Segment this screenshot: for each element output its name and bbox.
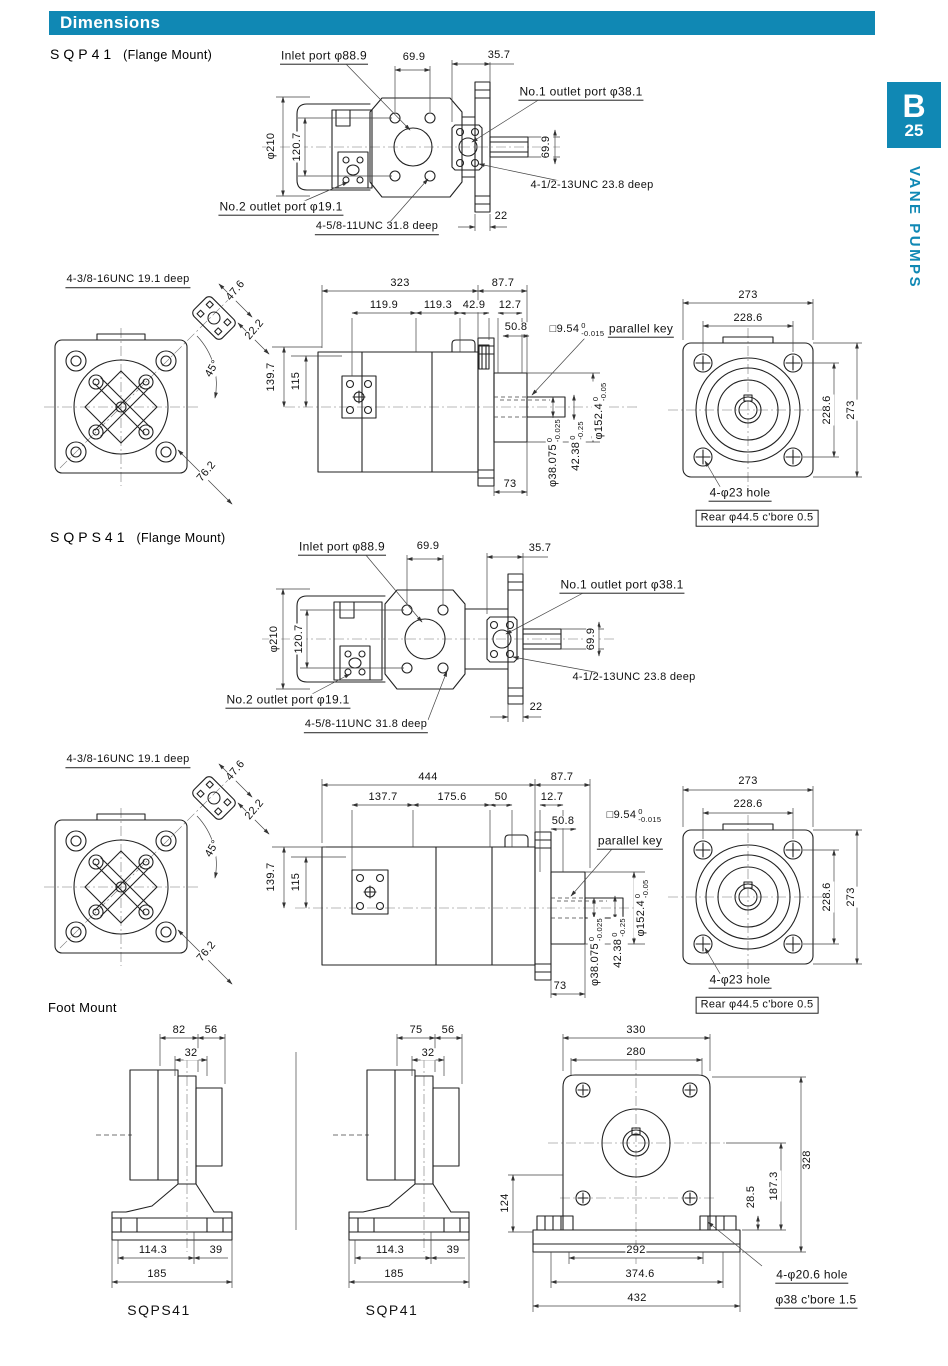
dimension-label: 75	[409, 1024, 423, 1037]
tolerance-stack: 0 -0.25	[609, 918, 627, 937]
tolerance-stack: 0 -0.025	[544, 419, 562, 443]
sqps41-profile-drawing	[272, 779, 650, 998]
dimension-label: φ38 c'bore 1.5	[775, 1292, 857, 1307]
dimension-label: 273	[845, 400, 858, 420]
section-subtitle-text: (Flange Mount)	[136, 531, 226, 545]
dimension-label: 69.9	[402, 51, 426, 64]
dimension-label: □9.54 0 -0.015	[549, 320, 605, 338]
section-title-sqps41	[50, 529, 225, 545]
dimension-label: 273	[738, 289, 758, 302]
dimension-label: No.2 outlet port φ19.1	[219, 199, 343, 214]
tolerance-stack: 0 -0.015	[638, 806, 662, 824]
dimension-label: 175.6	[437, 791, 467, 804]
dimension-label: φ38.075 0 -0.025	[586, 918, 604, 986]
dimension-label: 76.2	[194, 938, 219, 965]
dimension-label: Inlet port φ88.9	[281, 48, 367, 63]
dimension-label: 119.9	[369, 299, 399, 312]
tolerance-stack: 0 -0.025	[586, 918, 604, 942]
dimension-label: 82	[172, 1024, 186, 1037]
section-subtitle-text: (Flange Mount)	[123, 48, 213, 62]
dimension-label: 444	[418, 771, 438, 784]
dimension-label: 35.7	[487, 49, 511, 62]
dimension-label: 87.7	[491, 277, 515, 290]
dimension-label: 4-5/8-11UNC 31.8 deep	[304, 719, 428, 733]
dimension-label: 228.6	[733, 312, 763, 325]
dimension-label: φ38.075 0 -0.025	[544, 419, 562, 487]
dimension-label: 4-3/8-16UNC 19.1 deep	[65, 754, 190, 768]
dimension-label: 47.6	[223, 757, 248, 784]
dimension-label: Inlet port φ88.9	[299, 539, 385, 554]
front-view-drawing-sqps	[44, 764, 269, 984]
dimension-label: 292	[626, 1244, 646, 1257]
tolerance-stack: 0 -0.25	[567, 421, 585, 440]
dimension-label: 4-1/2-13UNC 23.8 deep	[572, 671, 696, 684]
tolerance-stack: 0 -0.015	[581, 320, 605, 338]
dimension-label: 35.7	[528, 542, 552, 555]
dimension-label: φ152.4 0 -0.05	[590, 382, 608, 440]
tab-number: 25	[904, 121, 924, 141]
foot-caption-sqp41: SQP41	[365, 1302, 419, 1318]
dimension-label: 32	[421, 1047, 435, 1060]
dimension-label: 69.9	[585, 627, 598, 651]
dimension-label: 323	[390, 277, 410, 290]
dimension-label: No.2 outlet port φ19.1	[226, 692, 350, 707]
dimension-label: 114.3	[138, 1244, 168, 1257]
front-view-drawing	[44, 284, 269, 504]
dimension-label: 69.9	[416, 540, 440, 553]
dimension-label: 56	[441, 1024, 455, 1037]
dimension-label: 28.5	[745, 1185, 758, 1209]
dimension-label: 4-3/8-16UNC 19.1 deep	[65, 274, 190, 288]
dimension-label: 139.7	[265, 862, 278, 892]
foot-caption-sqps41: SQPS41	[127, 1302, 191, 1318]
tolerance-stack: 0 -0.05	[590, 382, 608, 402]
dimension-label: 120.7	[291, 132, 304, 162]
section-title-text: Foot Mount	[48, 1000, 117, 1015]
dimension-label: 4-5/8-11UNC 31.8 deep	[315, 221, 439, 235]
dimension-label: 228.6	[821, 882, 834, 912]
dimension-label: 73	[503, 478, 517, 491]
dimension-label: 185	[384, 1268, 404, 1281]
dimension-label: No.1 outlet port φ38.1	[519, 84, 643, 99]
sqp41-profile-drawing	[272, 285, 640, 496]
rear-flange-view-drawing-sqps	[668, 786, 862, 979]
dimension-label: 32	[184, 1047, 198, 1060]
dimension-label: 185	[147, 1268, 167, 1281]
dimension-label: 280	[626, 1046, 646, 1059]
dimension-label: 56	[204, 1024, 218, 1037]
dimension-label: φ210	[265, 132, 278, 160]
dimension-label: □9.54 0 -0.015	[606, 806, 662, 824]
dimension-label: 4-φ23 hole	[709, 485, 771, 500]
dimension-label: 115	[290, 872, 303, 892]
dimension-label: 432	[627, 1292, 647, 1305]
dimension-label: 22.2	[242, 796, 267, 823]
dimension-label: parallel key	[597, 833, 663, 848]
dimension-label: 115	[290, 371, 303, 391]
dimension-label: 4-φ20.6 hole	[776, 1267, 848, 1282]
section-title-text: SQP41	[50, 46, 116, 62]
dimension-label: 45°	[202, 838, 222, 860]
dimension-label: 120.7	[293, 624, 306, 654]
dimension-label: 42.38 0 -0.25	[609, 918, 627, 968]
dimension-label: 328	[801, 1150, 814, 1170]
dimension-label: 73	[553, 980, 567, 993]
dimension-label: φ152.4 0 -0.05	[632, 879, 650, 937]
dimension-label: No.1 outlet port φ38.1	[560, 577, 684, 592]
dimension-label: 42.38 0 -0.25	[567, 421, 585, 471]
dimension-label: 39	[446, 1244, 460, 1257]
foot-mount-side-view-drawing	[96, 1034, 232, 1288]
page-header-dimensions: Dimensions	[49, 11, 875, 35]
dimension-label: 42.9	[462, 299, 486, 312]
key-plate-detail	[191, 295, 238, 342]
dimension-label: 76.2	[194, 458, 219, 485]
dimension-label: 12.7	[540, 791, 564, 804]
dimension-label: 187.3	[768, 1171, 781, 1201]
dimension-label: 228.6	[821, 395, 834, 425]
dimension-label: Rear φ44.5 c'bore 0.5	[696, 510, 819, 527]
chapter-tab-label: VANE PUMPS	[906, 166, 923, 290]
section-title-text: SQPS41	[50, 529, 129, 545]
tolerance-stack: 0 -0.05	[632, 879, 650, 899]
section-title-sqp41	[50, 46, 212, 62]
dimension-label: 22	[494, 210, 508, 223]
rear-flange-view-drawing	[668, 299, 862, 492]
dimension-label: 50.8	[504, 321, 528, 334]
dimension-label: 119.3	[423, 299, 453, 312]
dimension-label: φ210	[268, 625, 281, 653]
dimension-label: 69.9	[540, 135, 553, 159]
dimension-label: 124	[499, 1193, 512, 1213]
dimension-label: 4-φ23 hole	[709, 972, 771, 987]
dimension-label: 4-1/2-13UNC 23.8 deep	[530, 179, 654, 192]
foot-mount-side-view-drawing-sqp41	[333, 1034, 469, 1288]
tab-letter: B	[902, 87, 926, 124]
dimension-label: 374.6	[625, 1268, 655, 1281]
page-tab-badge	[887, 82, 941, 148]
dimension-label: 22.2	[242, 316, 267, 343]
dimension-label: 12.7	[498, 299, 522, 312]
dimension-label: 139.7	[265, 362, 278, 392]
dimension-label: 47.6	[223, 277, 248, 304]
foot-mount-front-view-drawing	[508, 1034, 806, 1312]
dimension-label: 50.8	[551, 815, 575, 828]
dimension-label: 273	[845, 887, 858, 907]
dimension-label: Rear φ44.5 c'bore 0.5	[696, 997, 819, 1014]
dimension-label: 330	[626, 1024, 646, 1037]
dimension-label: parallel key	[608, 321, 674, 336]
dimension-label: 22	[529, 701, 543, 714]
section-title-foot-mount	[48, 1000, 117, 1015]
sqp41-side-view-drawing	[262, 60, 560, 231]
dimension-label: 137.7	[368, 791, 398, 804]
dimension-label: 39	[209, 1244, 223, 1257]
dimension-label: 87.7	[550, 771, 574, 784]
dimension-label: 50	[494, 791, 508, 804]
dimension-label: 45°	[202, 358, 222, 380]
dimension-label: 114.3	[375, 1244, 405, 1257]
dimension-label: 228.6	[733, 798, 763, 811]
dimension-label: 273	[738, 775, 758, 788]
sqps41-side-view-drawing	[262, 553, 615, 722]
